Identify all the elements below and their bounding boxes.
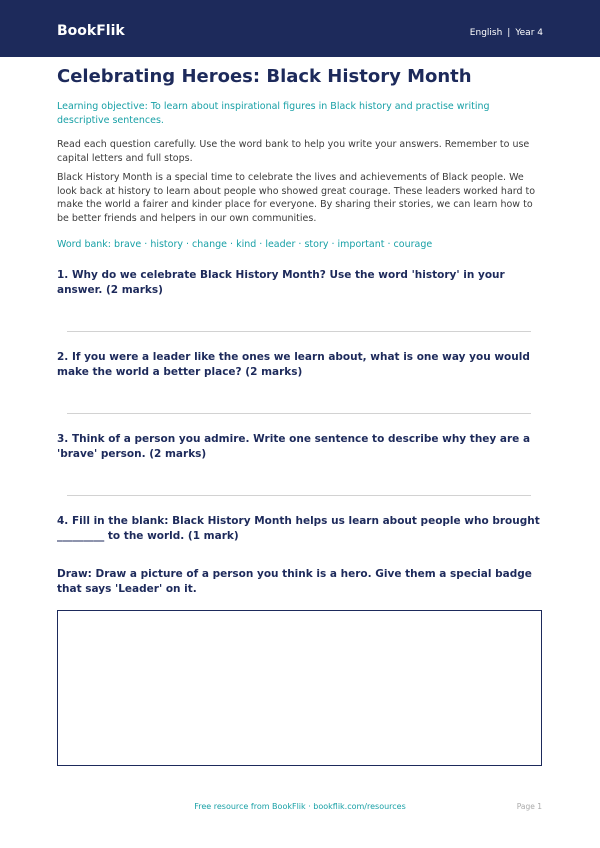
footer-credit[interactable]: Free resource from BookFlik · bookflik.com/resources — [194, 802, 406, 811]
page-number: Page 1 — [516, 802, 542, 811]
answer-line-2[interactable] — [67, 413, 531, 414]
question-4: 4. Fill in the blank: Black History Month helps us learn about people who brought _________ to the world. (1 mark) — [57, 515, 540, 542]
instructions-paragraph: Read each question carefully. Use the word bank to help you write your answers. Remember to use capital letters and full stops. — [57, 139, 530, 164]
subject-year-label — [470, 27, 543, 39]
worksheet-title: Celebrating Heroes: Black History Month — [57, 66, 472, 87]
meta-separator: | — [507, 28, 511, 38]
brand-logo[interactable]: BookFlik — [57, 23, 125, 39]
year-label: Year 4 — [515, 28, 543, 38]
draw-task-prompt: Draw: Draw a picture of a person you think is a hero. Give them a special badge that says 'Leader' on it. — [57, 568, 532, 595]
question-1: 1. Why do we celebrate Black History Month? Use the word 'history' in your answer. (2 marks) — [57, 269, 505, 296]
word-bank: Word bank: brave · history · change · kind · leader · story · important · courage — [57, 239, 433, 250]
header-bar — [0, 0, 600, 57]
question-3: 3. Think of a person you admire. Write one sentence to describe why they are a 'brave' person. (2 marks) — [57, 433, 531, 460]
question-2: 2. If you were a leader like the ones we learn about, what is one way you would make the world a better place? (2 marks) — [57, 351, 530, 378]
drawing-box[interactable] — [57, 610, 542, 766]
answer-line-1[interactable] — [67, 331, 531, 332]
learning-objective: Learning objective: To learn about inspirational figures in Black history and practise writing descriptive sentences. — [57, 101, 490, 126]
reading-passage: Black History Month is a special time to celebrate the lives and achievements of Black people. We look back at history to learn about people who showed great courage. These leaders worked hard to make the world a fairer and kinder place for everyone. By sharing their stories, we can learn how to be better friends and helpers in our own communities. — [57, 172, 536, 224]
subject-label: English — [469, 28, 503, 38]
answer-line-3[interactable] — [67, 495, 531, 496]
